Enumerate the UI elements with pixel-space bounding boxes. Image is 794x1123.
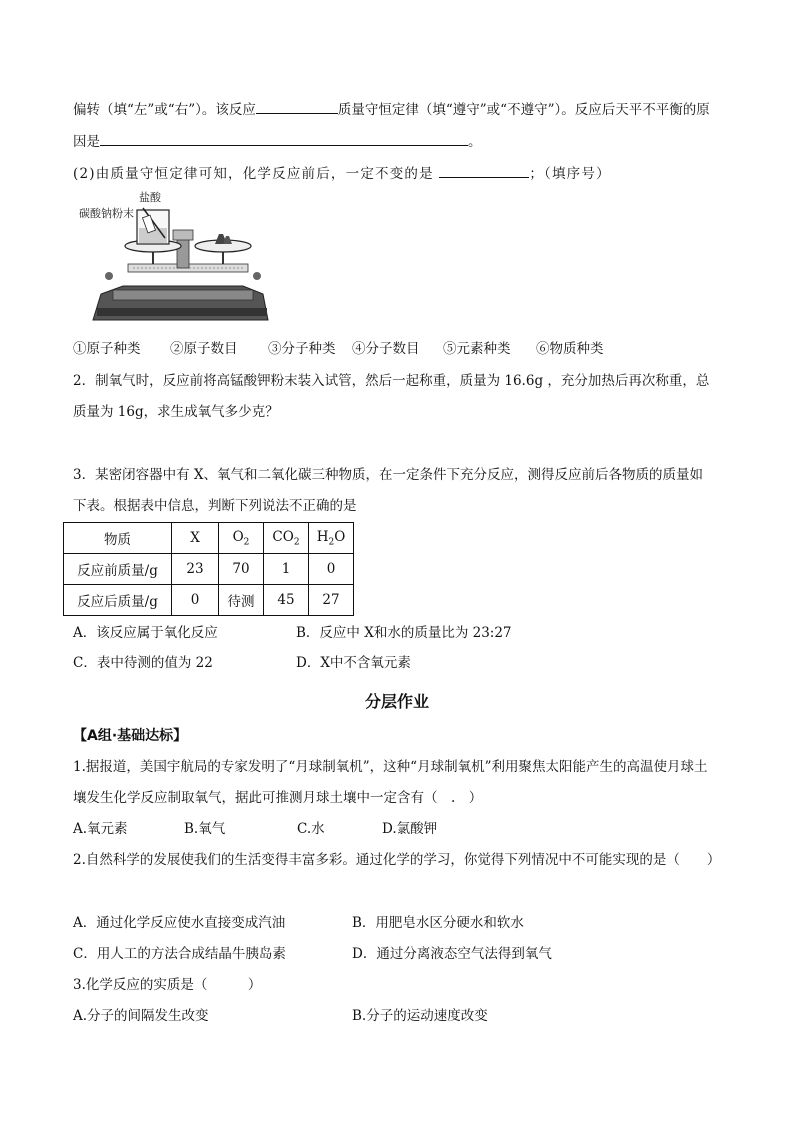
- p2-option-a: A．通过化学反应使水直接变成汽油: [73, 915, 286, 931]
- p3-option-b: B.分子的运动速度改变: [352, 1008, 488, 1024]
- line1-text-a: 偏转（填“左”或“右”）。该反应: [73, 102, 256, 118]
- p2-option-b: B．用肥皂水区分硬水和软水: [352, 915, 524, 931]
- line1-text-b: 质量守恒定律（填“遵守”或“不遵守”）。反应后天平不平衡的原: [337, 102, 710, 118]
- choice-4: ④分子数目: [352, 341, 420, 357]
- p2-line-1: 2.自然科学的发展使我们的生活变得丰富多彩。通过化学的学习，你觉得下列情况中不可能实现的是（ ）: [73, 852, 721, 868]
- choice-6: ⑥物质种类: [536, 341, 604, 357]
- p1-option-d: D.氯酸钾: [382, 821, 438, 837]
- row-after-label: 反应后质量/g: [64, 585, 172, 616]
- cell-after-x: 0: [172, 585, 219, 616]
- q-mass-line-1: 2．制氧气时，反应前将高锰酸钾粉末装入试管，然后一起称重，质量为 16.6g ，充分加热后再次称重，总: [73, 373, 710, 389]
- header-x: X: [172, 523, 219, 554]
- p3-option-a: A.分子的间隔发生改变: [73, 1008, 209, 1024]
- table-row: [64, 585, 354, 616]
- cell-after-co2: 45: [264, 585, 309, 616]
- p1-option-a: A.氧元素: [73, 821, 128, 837]
- cell-before-o2: 70: [219, 554, 264, 585]
- blank-conservation[interactable]: [256, 99, 338, 114]
- q3-option-c: C．表中待测的值为 22: [73, 655, 213, 671]
- group-header: 【A组·基础达标】: [73, 728, 188, 744]
- p1-option-c: C.水: [297, 821, 325, 837]
- choice-5: ⑤元素种类: [443, 341, 511, 357]
- balance-figure: [73, 190, 273, 330]
- header-o2: $O_2$: [219, 523, 264, 554]
- header-substance: 物质: [64, 523, 172, 554]
- line2-text: 因是: [73, 134, 100, 150]
- p1-option-b: B.氧气: [184, 821, 226, 837]
- q3-line-2: 下表。根据表中信息，判断下列说法不正确的是: [73, 498, 357, 514]
- q3-option-d: D．X中不含氧元素: [296, 655, 411, 671]
- header-h2o: $H_2O$: [309, 523, 354, 554]
- choice-3: ③分子种类: [268, 341, 336, 357]
- cell-after-h2o: 27: [309, 585, 354, 616]
- section-title: 分层作业: [364, 692, 429, 711]
- header-co2: $CO_2$: [264, 523, 309, 554]
- choice-1: ①原子种类: [73, 341, 141, 357]
- q3-option-b: B．反应中 X和水的质量比为 23:27: [296, 625, 512, 641]
- blank-reason[interactable]: [100, 131, 468, 146]
- line2-end: 。: [468, 134, 482, 150]
- cell-before-co2: 1: [264, 554, 309, 585]
- cell-before-h2o: 0: [309, 554, 354, 585]
- q-mass-line-2: 质量为 16g，求生成氧气多少克？: [73, 404, 279, 420]
- p3-line-1: 3.化学反应的实质是（ ）: [73, 977, 262, 993]
- mass-table: [63, 522, 354, 616]
- question-line-2: [73, 131, 482, 152]
- q3-line-1: 3．某密闭容器中有 X、氧气和二氧化碳三种物质，在一定条件下充分反应，测得反应前后各物质的质量如: [73, 467, 703, 483]
- question-line-1: [73, 99, 710, 120]
- row-before-label: 反应前质量/g: [64, 554, 172, 585]
- question-line-3: [73, 163, 611, 184]
- line3-text: (2)由质量守恒定律可知，化学反应前后，一定不变的是: [73, 166, 434, 182]
- label-acid: 盐酸: [139, 191, 161, 204]
- p2-option-c: C．用人工的方法合成结晶牛胰岛素: [73, 946, 286, 962]
- choice-2: ②原子数目: [170, 341, 238, 357]
- cell-before-x: 23: [172, 554, 219, 585]
- cell-after-o2: 待测: [219, 585, 264, 616]
- line3-end: ；（填序号）: [529, 166, 611, 182]
- p2-option-d: D．通过分离液态空气法得到氧气: [352, 946, 552, 962]
- p1-line-1: 1.据报道，美国宇航局的专家发明了“月球制氧机”，这种“月球制氧机”利用聚焦太阳能产生的高温使月球土: [73, 759, 708, 775]
- label-powder: 碳酸钠粉末: [79, 207, 134, 220]
- q3-option-a: A．该反应属于氧化反应: [73, 625, 218, 641]
- table-row: [64, 554, 354, 585]
- p1-line-2: 壤发生化学反应制取氧气，据此可推测月球土壤中一定含有（ . ）: [73, 790, 483, 806]
- table-header-row: [64, 523, 354, 554]
- blank-unchanged[interactable]: [439, 163, 529, 178]
